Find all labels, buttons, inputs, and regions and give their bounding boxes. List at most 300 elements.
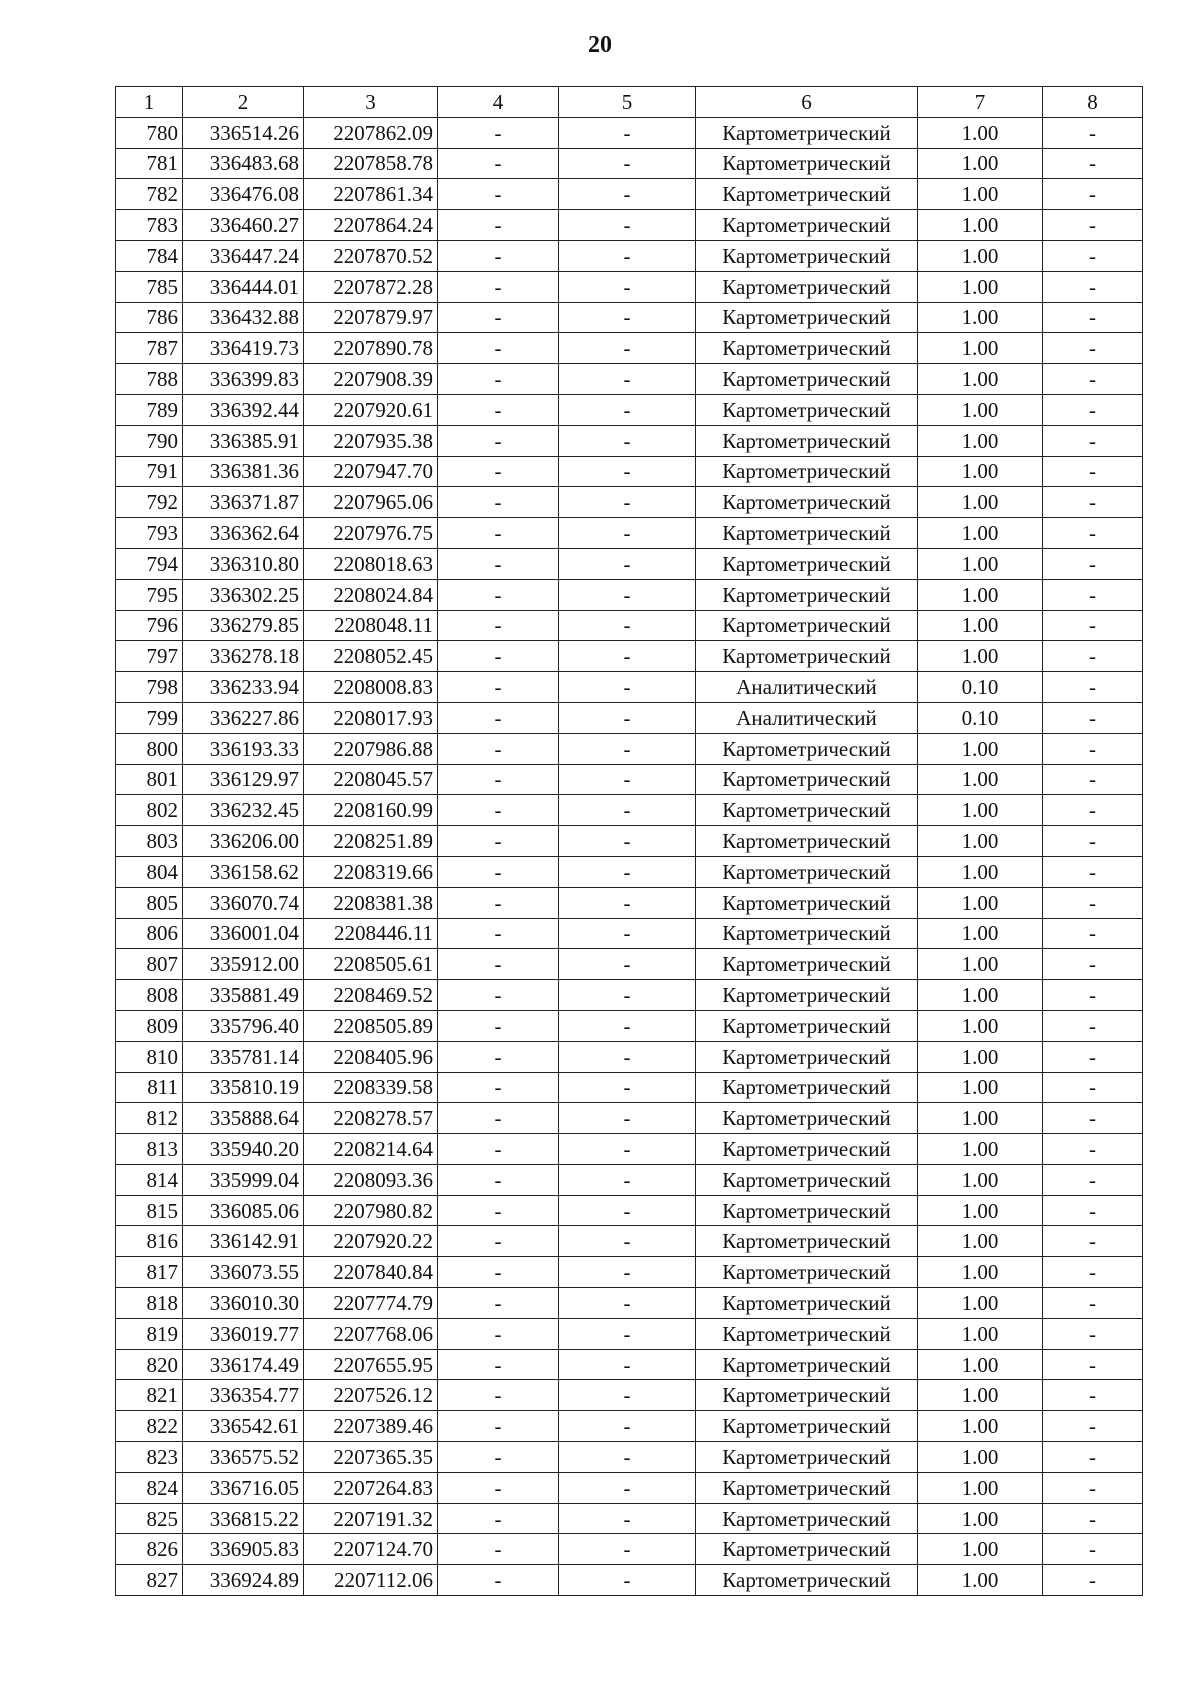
column-4-cell: - <box>438 1534 559 1565</box>
accuracy-cell: 0.10 <box>918 672 1043 703</box>
point-number-cell: 785 <box>116 271 183 302</box>
method-cell: Картометрический <box>696 1257 918 1288</box>
accuracy-cell: 1.00 <box>918 856 1043 887</box>
x-coordinate-cell: 336444.01 <box>183 271 304 302</box>
accuracy-cell: 1.00 <box>918 610 1043 641</box>
accuracy-cell: 1.00 <box>918 887 1043 918</box>
column-4-cell: - <box>438 333 559 364</box>
accuracy-cell: 1.00 <box>918 733 1043 764</box>
column-4-cell: - <box>438 1411 559 1442</box>
y-coordinate-cell: 2207365.35 <box>304 1442 438 1473</box>
y-coordinate-cell: 2207864.24 <box>304 210 438 241</box>
accuracy-cell: 1.00 <box>918 1041 1043 1072</box>
accuracy-cell: 1.00 <box>918 1103 1043 1134</box>
table-row <box>116 887 1143 918</box>
column-4-cell: - <box>438 240 559 271</box>
column-8-cell: - <box>1043 1349 1143 1380</box>
x-coordinate-cell: 336085.06 <box>183 1195 304 1226</box>
point-number-cell: 823 <box>116 1442 183 1473</box>
table-row <box>116 1103 1143 1134</box>
y-coordinate-cell: 2208381.38 <box>304 887 438 918</box>
column-5-cell: - <box>559 1288 696 1319</box>
column-8-cell: - <box>1043 579 1143 610</box>
column-8-cell: - <box>1043 548 1143 579</box>
column-4-cell: - <box>438 210 559 241</box>
column-5-cell: - <box>559 610 696 641</box>
method-cell: Картометрический <box>696 210 918 241</box>
y-coordinate-cell: 2208093.36 <box>304 1164 438 1195</box>
point-number-cell: 814 <box>116 1164 183 1195</box>
column-4-cell: - <box>438 1349 559 1380</box>
point-number-cell: 818 <box>116 1288 183 1319</box>
table-row <box>116 641 1143 672</box>
column-4-cell: - <box>438 1103 559 1134</box>
method-cell: Картометрический <box>696 764 918 795</box>
point-number-cell: 820 <box>116 1349 183 1380</box>
column-5-cell: - <box>559 1411 696 1442</box>
method-cell: Картометрический <box>696 1565 918 1596</box>
column-4-cell: - <box>438 1257 559 1288</box>
column-5-cell: - <box>559 271 696 302</box>
point-number-cell: 794 <box>116 548 183 579</box>
column-5-cell: - <box>559 1380 696 1411</box>
x-coordinate-cell: 336905.83 <box>183 1534 304 1565</box>
accuracy-cell: 1.00 <box>918 764 1043 795</box>
table-row <box>116 949 1143 980</box>
table-header-row <box>116 87 1143 118</box>
column-4-cell: - <box>438 1072 559 1103</box>
column-5-cell: - <box>559 764 696 795</box>
table-row <box>116 1257 1143 1288</box>
coordinates-table <box>115 86 1143 1596</box>
y-coordinate-cell: 2208319.66 <box>304 856 438 887</box>
column-4-cell: - <box>438 610 559 641</box>
y-coordinate-cell: 2208214.64 <box>304 1134 438 1165</box>
column-4-cell: - <box>438 1565 559 1596</box>
y-coordinate-cell: 2207264.83 <box>304 1472 438 1503</box>
accuracy-cell: 1.00 <box>918 1349 1043 1380</box>
table-row <box>116 1411 1143 1442</box>
x-coordinate-cell: 336399.83 <box>183 364 304 395</box>
x-coordinate-cell: 336476.08 <box>183 179 304 210</box>
column-5-cell: - <box>559 302 696 333</box>
column-4-cell: - <box>438 302 559 333</box>
column-4-cell: - <box>438 271 559 302</box>
accuracy-cell: 1.00 <box>918 1565 1043 1596</box>
column-8-cell: - <box>1043 394 1143 425</box>
table-row <box>116 364 1143 395</box>
y-coordinate-cell: 2207124.70 <box>304 1534 438 1565</box>
method-cell: Картометрический <box>696 1380 918 1411</box>
column-4-cell: - <box>438 1134 559 1165</box>
method-cell: Картометрический <box>696 949 918 980</box>
method-cell: Картометрический <box>696 394 918 425</box>
table-row <box>116 764 1143 795</box>
table-row <box>116 610 1143 641</box>
column-8-cell: - <box>1043 1195 1143 1226</box>
table-row <box>116 1565 1143 1596</box>
point-number-cell: 827 <box>116 1565 183 1596</box>
column-5-cell: - <box>559 641 696 672</box>
table-row <box>116 394 1143 425</box>
column-4-cell: - <box>438 487 559 518</box>
column-4-cell: - <box>438 1288 559 1319</box>
x-coordinate-cell: 336419.73 <box>183 333 304 364</box>
accuracy-cell: 1.00 <box>918 487 1043 518</box>
column-5-cell: - <box>559 702 696 733</box>
column-8-cell: - <box>1043 302 1143 333</box>
table-row <box>116 795 1143 826</box>
point-number-cell: 807 <box>116 949 183 980</box>
accuracy-cell: 1.00 <box>918 1164 1043 1195</box>
table-row <box>116 548 1143 579</box>
table-row <box>116 1442 1143 1473</box>
point-number-cell: 821 <box>116 1380 183 1411</box>
x-coordinate-cell: 336483.68 <box>183 148 304 179</box>
point-number-cell: 798 <box>116 672 183 703</box>
x-coordinate-cell: 336371.87 <box>183 487 304 518</box>
point-number-cell: 781 <box>116 148 183 179</box>
column-8-cell: - <box>1043 1103 1143 1134</box>
x-coordinate-cell: 335888.64 <box>183 1103 304 1134</box>
x-coordinate-cell: 336206.00 <box>183 826 304 857</box>
y-coordinate-cell: 2207870.52 <box>304 240 438 271</box>
y-coordinate-cell: 2208048.11 <box>304 610 438 641</box>
y-coordinate-cell: 2208251.89 <box>304 826 438 857</box>
table-row <box>116 1318 1143 1349</box>
column-4-cell: - <box>438 733 559 764</box>
column-4-cell: - <box>438 579 559 610</box>
x-coordinate-cell: 336542.61 <box>183 1411 304 1442</box>
point-number-cell: 805 <box>116 887 183 918</box>
column-8-cell: - <box>1043 610 1143 641</box>
table-row <box>116 210 1143 241</box>
column-4-cell: - <box>438 1164 559 1195</box>
method-cell: Картометрический <box>696 1503 918 1534</box>
point-number-cell: 812 <box>116 1103 183 1134</box>
column-8-cell: - <box>1043 795 1143 826</box>
column-5-cell: - <box>559 333 696 364</box>
column-8-cell: - <box>1043 856 1143 887</box>
y-coordinate-cell: 2207840.84 <box>304 1257 438 1288</box>
table-row <box>116 579 1143 610</box>
accuracy-cell: 1.00 <box>918 1195 1043 1226</box>
column-8-cell: - <box>1043 1565 1143 1596</box>
y-coordinate-cell: 2207920.22 <box>304 1226 438 1257</box>
method-cell: Картометрический <box>696 333 918 364</box>
y-coordinate-cell: 2208469.52 <box>304 980 438 1011</box>
method-cell: Картометрический <box>696 1472 918 1503</box>
x-coordinate-cell: 336193.33 <box>183 733 304 764</box>
x-coordinate-cell: 336447.24 <box>183 240 304 271</box>
point-number-cell: 804 <box>116 856 183 887</box>
column-5-cell: - <box>559 1010 696 1041</box>
column-8-cell: - <box>1043 949 1143 980</box>
table-row <box>116 980 1143 1011</box>
accuracy-cell: 1.00 <box>918 980 1043 1011</box>
table-row <box>116 1380 1143 1411</box>
table-row <box>116 1534 1143 1565</box>
x-coordinate-cell: 336381.36 <box>183 456 304 487</box>
column-5-cell: - <box>559 117 696 148</box>
x-coordinate-cell: 336158.62 <box>183 856 304 887</box>
column-5-cell: - <box>559 487 696 518</box>
method-cell: Картометрический <box>696 271 918 302</box>
table-row <box>116 333 1143 364</box>
point-number-cell: 791 <box>116 456 183 487</box>
x-coordinate-cell: 336924.89 <box>183 1565 304 1596</box>
point-number-cell: 780 <box>116 117 183 148</box>
point-number-cell: 824 <box>116 1472 183 1503</box>
column-4-cell: - <box>438 918 559 949</box>
method-cell: Картометрический <box>696 641 918 672</box>
column-8-cell: - <box>1043 1072 1143 1103</box>
column-8-cell: - <box>1043 1503 1143 1534</box>
column-8-cell: - <box>1043 148 1143 179</box>
accuracy-cell: 1.00 <box>918 394 1043 425</box>
column-header: 7 <box>918 87 1043 118</box>
method-cell: Картометрический <box>696 1103 918 1134</box>
method-cell: Картометрический <box>696 887 918 918</box>
column-5-cell: - <box>559 579 696 610</box>
method-cell: Картометрический <box>696 548 918 579</box>
column-5-cell: - <box>559 949 696 980</box>
column-4-cell: - <box>438 856 559 887</box>
column-4-cell: - <box>438 1442 559 1473</box>
point-number-cell: 789 <box>116 394 183 425</box>
column-8-cell: - <box>1043 240 1143 271</box>
method-cell: Картометрический <box>696 179 918 210</box>
column-4-cell: - <box>438 1380 559 1411</box>
x-coordinate-cell: 336362.64 <box>183 518 304 549</box>
method-cell: Картометрический <box>696 856 918 887</box>
column-4-cell: - <box>438 548 559 579</box>
table-row <box>116 1195 1143 1226</box>
table-body <box>116 117 1143 1595</box>
x-coordinate-cell: 335940.20 <box>183 1134 304 1165</box>
accuracy-cell: 1.00 <box>918 548 1043 579</box>
x-coordinate-cell: 336385.91 <box>183 425 304 456</box>
x-coordinate-cell: 336432.88 <box>183 302 304 333</box>
x-coordinate-cell: 336233.94 <box>183 672 304 703</box>
column-4-cell: - <box>438 1041 559 1072</box>
column-8-cell: - <box>1043 456 1143 487</box>
x-coordinate-cell: 335912.00 <box>183 949 304 980</box>
x-coordinate-cell: 336142.91 <box>183 1226 304 1257</box>
method-cell: Картометрический <box>696 456 918 487</box>
method-cell: Картометрический <box>696 579 918 610</box>
table-row <box>116 1472 1143 1503</box>
table-row <box>116 456 1143 487</box>
accuracy-cell: 1.00 <box>918 1411 1043 1442</box>
table-row <box>116 1072 1143 1103</box>
table-row <box>116 1134 1143 1165</box>
point-number-cell: 800 <box>116 733 183 764</box>
table-row <box>116 302 1143 333</box>
method-cell: Аналитический <box>696 702 918 733</box>
method-cell: Картометрический <box>696 117 918 148</box>
column-4-cell: - <box>438 1010 559 1041</box>
column-header: 4 <box>438 87 559 118</box>
method-cell: Картометрический <box>696 1195 918 1226</box>
column-5-cell: - <box>559 548 696 579</box>
page-number: 20 <box>588 32 612 58</box>
point-number-cell: 787 <box>116 333 183 364</box>
column-8-cell: - <box>1043 887 1143 918</box>
table-row <box>116 1164 1143 1195</box>
column-5-cell: - <box>559 795 696 826</box>
y-coordinate-cell: 2207872.28 <box>304 271 438 302</box>
point-number-cell: 825 <box>116 1503 183 1534</box>
accuracy-cell: 1.00 <box>918 456 1043 487</box>
y-coordinate-cell: 2207935.38 <box>304 425 438 456</box>
column-5-cell: - <box>559 1534 696 1565</box>
column-8-cell: - <box>1043 1041 1143 1072</box>
method-cell: Картометрический <box>696 425 918 456</box>
column-5-cell: - <box>559 1072 696 1103</box>
y-coordinate-cell: 2207986.88 <box>304 733 438 764</box>
x-coordinate-cell: 335999.04 <box>183 1164 304 1195</box>
table-row <box>116 117 1143 148</box>
table-row <box>116 148 1143 179</box>
method-cell: Картометрический <box>696 1288 918 1319</box>
column-5-cell: - <box>559 887 696 918</box>
method-cell: Картометрический <box>696 1226 918 1257</box>
point-number-cell: 816 <box>116 1226 183 1257</box>
y-coordinate-cell: 2208052.45 <box>304 641 438 672</box>
accuracy-cell: 0.10 <box>918 702 1043 733</box>
accuracy-cell: 1.00 <box>918 1072 1043 1103</box>
accuracy-cell: 1.00 <box>918 1534 1043 1565</box>
x-coordinate-cell: 336070.74 <box>183 887 304 918</box>
table-row <box>116 826 1143 857</box>
x-coordinate-cell: 336815.22 <box>183 1503 304 1534</box>
accuracy-cell: 1.00 <box>918 1010 1043 1041</box>
table-row <box>116 702 1143 733</box>
x-coordinate-cell: 335881.49 <box>183 980 304 1011</box>
y-coordinate-cell: 2207980.82 <box>304 1195 438 1226</box>
y-coordinate-cell: 2208278.57 <box>304 1103 438 1134</box>
column-5-cell: - <box>559 918 696 949</box>
y-coordinate-cell: 2207965.06 <box>304 487 438 518</box>
accuracy-cell: 1.00 <box>918 826 1043 857</box>
point-number-cell: 790 <box>116 425 183 456</box>
x-coordinate-cell: 336302.25 <box>183 579 304 610</box>
y-coordinate-cell: 2207112.06 <box>304 1565 438 1596</box>
method-cell: Картометрический <box>696 795 918 826</box>
column-4-cell: - <box>438 1226 559 1257</box>
table-row <box>116 271 1143 302</box>
column-8-cell: - <box>1043 1257 1143 1288</box>
column-8-cell: - <box>1043 333 1143 364</box>
y-coordinate-cell: 2208018.63 <box>304 548 438 579</box>
accuracy-cell: 1.00 <box>918 1442 1043 1473</box>
x-coordinate-cell: 336716.05 <box>183 1472 304 1503</box>
point-number-cell: 782 <box>116 179 183 210</box>
y-coordinate-cell: 2208045.57 <box>304 764 438 795</box>
method-cell: Картометрический <box>696 364 918 395</box>
table-row <box>116 1349 1143 1380</box>
y-coordinate-cell: 2207774.79 <box>304 1288 438 1319</box>
column-4-cell: - <box>438 764 559 795</box>
method-cell: Картометрический <box>696 1134 918 1165</box>
y-coordinate-cell: 2207655.95 <box>304 1349 438 1380</box>
column-header: 6 <box>696 87 918 118</box>
y-coordinate-cell: 2207389.46 <box>304 1411 438 1442</box>
accuracy-cell: 1.00 <box>918 1503 1043 1534</box>
y-coordinate-cell: 2207526.12 <box>304 1380 438 1411</box>
column-8-cell: - <box>1043 1318 1143 1349</box>
column-5-cell: - <box>559 394 696 425</box>
column-8-cell: - <box>1043 1380 1143 1411</box>
y-coordinate-cell: 2208446.11 <box>304 918 438 949</box>
column-5-cell: - <box>559 364 696 395</box>
y-coordinate-cell: 2207947.70 <box>304 456 438 487</box>
y-coordinate-cell: 2207191.32 <box>304 1503 438 1534</box>
point-number-cell: 792 <box>116 487 183 518</box>
column-8-cell: - <box>1043 179 1143 210</box>
point-number-cell: 819 <box>116 1318 183 1349</box>
y-coordinate-cell: 2207862.09 <box>304 117 438 148</box>
method-cell: Картометрический <box>696 487 918 518</box>
accuracy-cell: 1.00 <box>918 179 1043 210</box>
accuracy-cell: 1.00 <box>918 1288 1043 1319</box>
x-coordinate-cell: 335781.14 <box>183 1041 304 1072</box>
accuracy-cell: 1.00 <box>918 918 1043 949</box>
column-5-cell: - <box>559 240 696 271</box>
point-number-cell: 801 <box>116 764 183 795</box>
point-number-cell: 795 <box>116 579 183 610</box>
column-8-cell: - <box>1043 733 1143 764</box>
column-4-cell: - <box>438 117 559 148</box>
method-cell: Картометрический <box>696 826 918 857</box>
column-8-cell: - <box>1043 425 1143 456</box>
point-number-cell: 813 <box>116 1134 183 1165</box>
point-number-cell: 797 <box>116 641 183 672</box>
method-cell: Картометрический <box>696 1318 918 1349</box>
column-header: 3 <box>304 87 438 118</box>
x-coordinate-cell: 336001.04 <box>183 918 304 949</box>
x-coordinate-cell: 336354.77 <box>183 1380 304 1411</box>
x-coordinate-cell: 336278.18 <box>183 641 304 672</box>
method-cell: Картометрический <box>696 1349 918 1380</box>
column-5-cell: - <box>559 1503 696 1534</box>
column-8-cell: - <box>1043 702 1143 733</box>
column-header: 5 <box>559 87 696 118</box>
column-4-cell: - <box>438 148 559 179</box>
y-coordinate-cell: 2208339.58 <box>304 1072 438 1103</box>
column-8-cell: - <box>1043 1411 1143 1442</box>
point-number-cell: 802 <box>116 795 183 826</box>
column-8-cell: - <box>1043 826 1143 857</box>
table-row <box>116 487 1143 518</box>
point-number-cell: 810 <box>116 1041 183 1072</box>
accuracy-cell: 1.00 <box>918 1380 1043 1411</box>
column-8-cell: - <box>1043 1534 1143 1565</box>
y-coordinate-cell: 2208505.61 <box>304 949 438 980</box>
point-number-cell: 799 <box>116 702 183 733</box>
column-5-cell: - <box>559 826 696 857</box>
accuracy-cell: 1.00 <box>918 1318 1043 1349</box>
column-5-cell: - <box>559 425 696 456</box>
column-8-cell: - <box>1043 1442 1143 1473</box>
table-row <box>116 1226 1143 1257</box>
column-8-cell: - <box>1043 1226 1143 1257</box>
accuracy-cell: 1.00 <box>918 579 1043 610</box>
column-5-cell: - <box>559 179 696 210</box>
table-row <box>116 733 1143 764</box>
x-coordinate-cell: 336174.49 <box>183 1349 304 1380</box>
